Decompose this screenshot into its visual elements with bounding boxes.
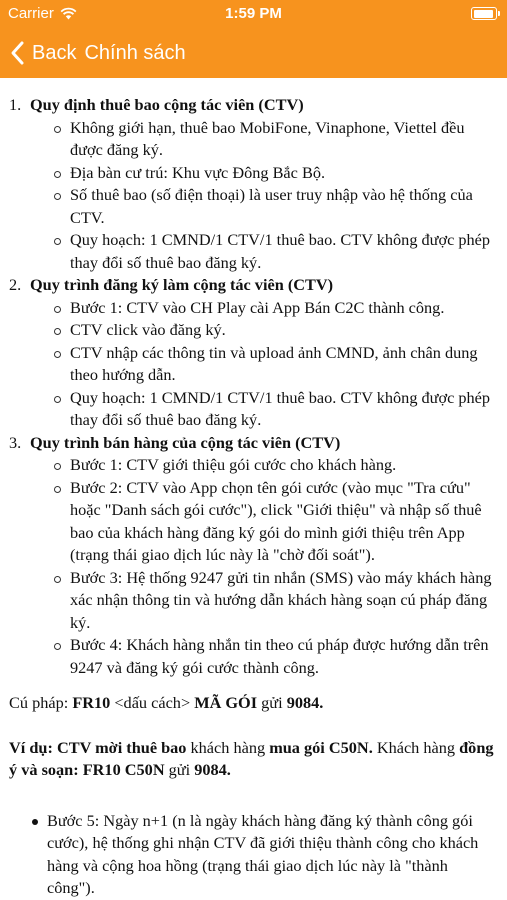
carrier-label: Carrier (8, 5, 54, 22)
chevron-left-icon (8, 40, 28, 66)
section-number: 3. (9, 432, 22, 452)
list-item: Bước 3: Hệ thống 9247 gửi tin nhắn (SMS) vào máy khách hàng xác nhận thông tin và hướng dẫn khách hàng soạn cú pháp đăng ký. (51, 567, 497, 635)
back-button[interactable] (8, 40, 76, 66)
policy-sections (9, 94, 497, 679)
list-item: Bước 1: CTV vào CH Play cài App Bán C2C thành công. (51, 297, 497, 320)
clock: 1:59 PM (225, 5, 282, 22)
list-item: Bước 1: CTV giới thiệu gói cước cho khách hàng. (51, 454, 497, 477)
battery-icon (471, 7, 497, 20)
list-item: CTV nhập các thông tin và upload ảnh CMND, ảnh chân dung theo hướng dẫn. (51, 342, 497, 387)
list-item: Địa bàn cư trú: Khu vực Đông Bắc Bộ. (51, 162, 497, 185)
section-number: 2. (9, 275, 22, 294)
policy-content (0, 78, 507, 900)
navigation-bar (0, 28, 507, 78)
section-heading: Quy trình đăng ký làm cộng tác viên (CTV) (30, 275, 334, 294)
list-item: Quy hoạch: 1 CMND/1 CTV/1 thuê bao. CTV không được phép thay đổi số thuê bao đăng ký. (51, 387, 497, 432)
section-number: 1. (9, 95, 22, 114)
status-bar (0, 0, 507, 28)
list-item: Bước 5: Ngày n+1 (n là ngày khách hàng đăng ký thành công gói cước), hệ thống ghi nhận CTV đã giới thiệu thành công cho khách hàng và cộng hoa hồng (trạng thái giao dịch lúc này là "thành công"). (28, 810, 497, 900)
step-5-list (9, 810, 497, 900)
example-paragraph: Ví dụ: CTV mời thuê bao khách hàng mua gói C50N. Khách hàng đồng ý và soạn: FR10 C50N gửi 9084. (9, 737, 494, 779)
section-3 (9, 432, 497, 680)
list-item: CTV click vào đăng ký. (51, 319, 497, 342)
list-item: Không giới hạn, thuê bao MobiFone, Vinaphone, Viettel đều được đăng ký. (51, 117, 497, 162)
section-2 (9, 274, 497, 432)
page-title: Chính sách (84, 41, 186, 64)
list-item: Quy hoạch: 1 CMND/1 CTV/1 thuê bao. CTV không được phép thay đổi số thuê bao đăng ký. (51, 229, 497, 274)
section-1 (9, 94, 497, 274)
list-item: Số thuê bao (số điện thoại) là user truy nhập vào hệ thống của CTV. (51, 184, 497, 229)
list-item: Bước 2: CTV vào App chọn tên gói cước (vào mục "Tra cứu" hoặc "Danh sách gói cước"), click "Giới thiệu" và nhập số thuê bao của khách hàng đăng ký gói do mình giới thiệu trên App (trạng thái giao dịch lúc này là "chờ đối soát"). (51, 477, 497, 567)
syntax-paragraph: Cú pháp: FR10 <dấu cách> MÃ GÓI gửi 9084. (9, 693, 324, 712)
back-label: Back (32, 41, 77, 64)
section-heading: Quy định thuê bao cộng tác viên (CTV) (30, 95, 304, 114)
list-item: Bước 4: Khách hàng nhắn tin theo cú pháp được hướng dẫn trên 9247 và đăng ký gói cước thành công. (51, 634, 497, 679)
section-heading: Quy trình bán hàng của cộng tác viên (CTV) (30, 432, 341, 452)
